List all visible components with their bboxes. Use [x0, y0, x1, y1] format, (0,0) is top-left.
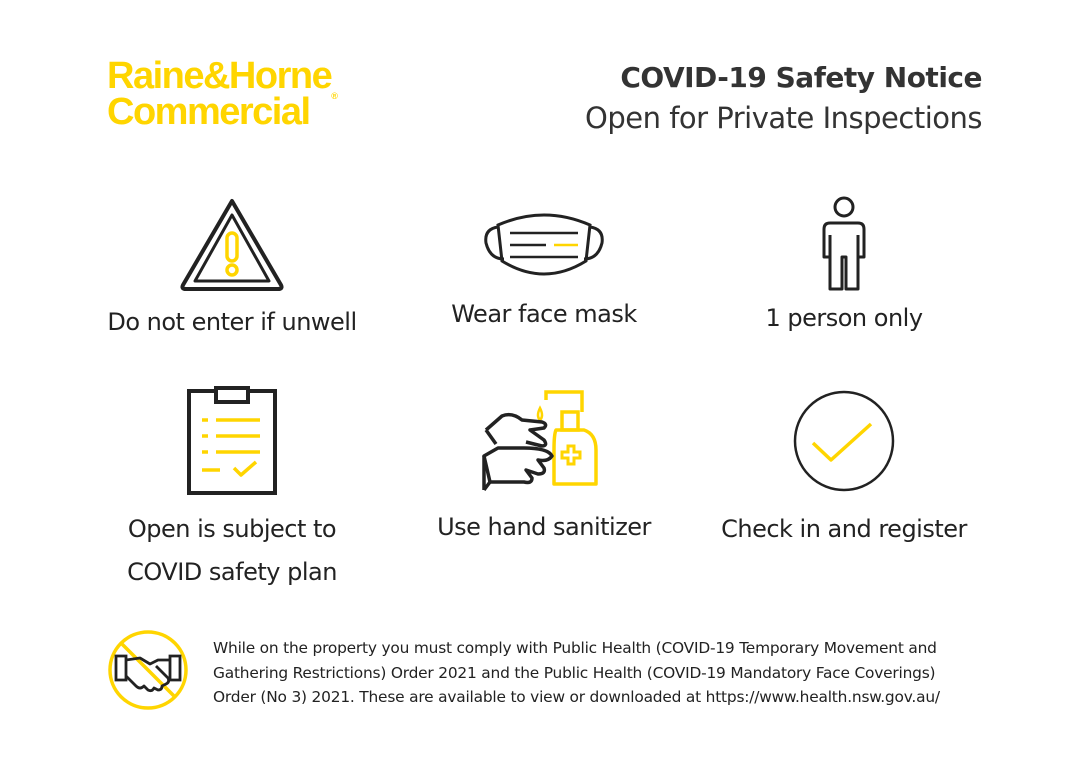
clipboard-checklist-icon	[184, 386, 280, 498]
item-sanitizer	[384, 386, 704, 549]
footer-icon-wrap	[106, 628, 190, 716]
logo-registered-mark: ®	[331, 91, 338, 101]
face-mask-icon	[482, 195, 606, 289]
logo-line1: Raine&Horne	[107, 55, 332, 97]
warning-triangle-icon	[177, 195, 287, 295]
legal-notice-line1: While on the property you must comply with Public Health (COVID-19 Temporary Movement and	[213, 639, 937, 657]
item-safety-plan-label-line1: Open is subject to	[127, 515, 337, 543]
check-circle-icon	[791, 386, 897, 492]
legal-notice-line3: Order (No 3) 2021. These are available to view or downloaded at https://www.health.nsw.gov.au/	[213, 688, 940, 706]
item-sanitizer-label: Use hand sanitizer	[437, 513, 651, 541]
item-unwell	[72, 195, 392, 344]
legal-notice	[213, 636, 1003, 710]
item-one-person	[684, 195, 1004, 340]
hand-sanitizer-icon	[482, 386, 606, 494]
legal-notice-line2: Gathering Restrictions) Order 2021 and the Public Health (COVID-19 Mandatory Face Coverings)	[213, 663, 936, 682]
person-icon	[814, 195, 874, 293]
item-safety-plan	[72, 386, 392, 594]
item-check-in	[684, 386, 1004, 551]
notice-title: COVID-19 Safety Notice	[620, 61, 982, 94]
item-unwell-label: Do not enter if unwell	[107, 308, 357, 336]
notice-header	[585, 60, 982, 140]
item-mask-label: Wear face mask	[451, 300, 637, 328]
no-handshake-icon	[106, 628, 190, 712]
logo	[107, 55, 338, 133]
item-one-person-label: 1 person only	[765, 304, 923, 332]
logo-line2: Commercial	[107, 91, 310, 133]
item-check-in-label: Check in and register	[721, 515, 967, 543]
item-safety-plan-label-line2: COVID safety plan	[127, 558, 337, 586]
notice-subtitle: Open for Private Inspections	[585, 101, 982, 135]
item-mask	[384, 195, 704, 336]
